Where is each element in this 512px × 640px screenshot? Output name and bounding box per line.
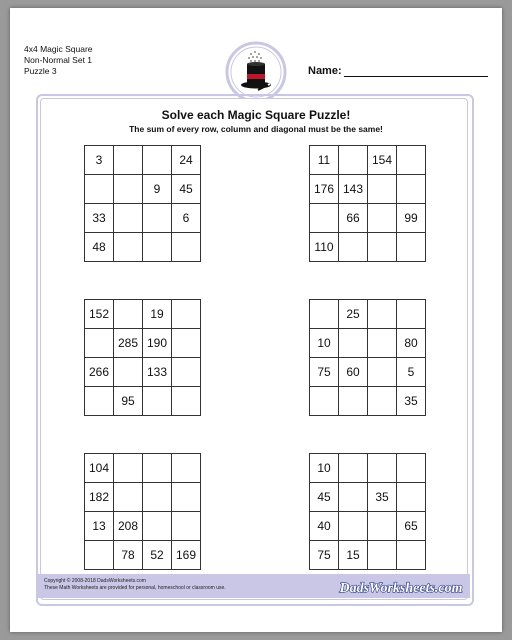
puzzle-5-grid: [84, 453, 201, 570]
magic-square-cell: 95: [114, 387, 143, 416]
puzzle-2-grid: [309, 145, 426, 262]
magic-square-cell: 104: [85, 454, 114, 483]
magic-square-cell: 99: [397, 204, 426, 233]
magic-square-cell: 176: [310, 175, 339, 204]
magic-square-cell[interactable]: [172, 454, 201, 483]
info-line-title: 4x4 Magic Square: [24, 44, 93, 54]
magic-square-cell[interactable]: [114, 300, 143, 329]
magic-square-cell: 75: [310, 358, 339, 387]
logo-text: DadsWorksheets.com: [339, 581, 463, 596]
magic-square-cell: 40: [310, 512, 339, 541]
info-line-puzzle: Puzzle 3: [24, 66, 57, 76]
magic-square-cell[interactable]: [368, 512, 397, 541]
magic-square-cell[interactable]: [397, 300, 426, 329]
magic-square-cell[interactable]: [114, 146, 143, 175]
magic-square-cell[interactable]: [368, 454, 397, 483]
magic-square-cell[interactable]: [339, 387, 368, 416]
magic-square-cell[interactable]: [172, 233, 201, 262]
magic-square-cell[interactable]: [397, 175, 426, 204]
puzzle-3-grid: [84, 299, 201, 416]
magic-square-cell: 66: [339, 204, 368, 233]
magic-square-cell[interactable]: [339, 483, 368, 512]
magic-square-cell: 78: [114, 541, 143, 570]
footer-text: [44, 578, 226, 592]
magic-square-cell[interactable]: [397, 146, 426, 175]
magic-square-cell[interactable]: [143, 387, 172, 416]
magic-square-cell[interactable]: [368, 541, 397, 570]
magic-square-cell: 45: [172, 175, 201, 204]
puzzle-4-grid: [309, 299, 426, 416]
magic-square-cell[interactable]: [172, 358, 201, 387]
copyright-text: Copyright © 2008-2018 DadsWorksheets.com: [44, 578, 146, 584]
puzzle-1-grid: [84, 145, 201, 262]
magic-square-cell[interactable]: [368, 358, 397, 387]
magic-square-cell: 6: [172, 204, 201, 233]
magic-square-cell: 75: [310, 541, 339, 570]
magic-square-cell: 5: [397, 358, 426, 387]
magic-square-cell[interactable]: [172, 512, 201, 541]
magic-square-cell[interactable]: [85, 175, 114, 204]
magic-square-cell[interactable]: [172, 483, 201, 512]
magic-square-cell[interactable]: [339, 329, 368, 358]
dadsworksheets-logo: [336, 578, 466, 596]
magic-square-cell[interactable]: [310, 204, 339, 233]
magic-square-cell: 190: [143, 329, 172, 358]
instructions-subtitle: The sum of every row, column and diagonal must be the same!: [129, 124, 383, 134]
name-field: [308, 64, 488, 77]
magic-square-cell[interactable]: [339, 146, 368, 175]
magic-square-cell[interactable]: [114, 483, 143, 512]
magic-square-cell: 10: [310, 329, 339, 358]
magic-square-cell[interactable]: [143, 146, 172, 175]
magic-square-cell: 24: [172, 146, 201, 175]
magic-square-cell[interactable]: [368, 175, 397, 204]
magic-square-cell: 65: [397, 512, 426, 541]
magic-square-cell[interactable]: [114, 175, 143, 204]
magic-square-cell: 208: [114, 512, 143, 541]
magic-square-cell[interactable]: [368, 387, 397, 416]
magic-square-cell[interactable]: [339, 454, 368, 483]
magic-square-cell: 80: [397, 329, 426, 358]
magic-square-cell[interactable]: [143, 204, 172, 233]
magic-square-cell[interactable]: [172, 387, 201, 416]
magic-square-cell: 15: [339, 541, 368, 570]
magic-square-cell[interactable]: [368, 204, 397, 233]
magic-square-cell: 11: [310, 146, 339, 175]
magic-square-cell[interactable]: [143, 454, 172, 483]
magic-square-cell: 152: [85, 300, 114, 329]
magic-square-cell[interactable]: [397, 483, 426, 512]
magic-square-cell[interactable]: [310, 300, 339, 329]
magic-square-cell: 110: [310, 233, 339, 262]
magic-square-cell[interactable]: [310, 387, 339, 416]
magic-square-cell: 285: [114, 329, 143, 358]
magic-square-cell[interactable]: [339, 233, 368, 262]
name-blank-line[interactable]: [344, 64, 488, 77]
magic-square-cell[interactable]: [114, 204, 143, 233]
magic-square-cell[interactable]: [85, 329, 114, 358]
magic-square-cell: 154: [368, 146, 397, 175]
magic-square-cell[interactable]: [143, 233, 172, 262]
puzzle-6-grid: [309, 453, 426, 570]
magic-square-cell: 19: [143, 300, 172, 329]
magic-square-cell[interactable]: [397, 454, 426, 483]
magic-square-cell: 35: [368, 483, 397, 512]
magic-square-cell: 48: [85, 233, 114, 262]
magic-square-cell: 3: [85, 146, 114, 175]
magic-square-cell[interactable]: [368, 329, 397, 358]
magic-square-cell: 35: [397, 387, 426, 416]
magic-square-cell[interactable]: [85, 541, 114, 570]
magic-square-cell: 25: [339, 300, 368, 329]
magic-square-cell: 52: [143, 541, 172, 570]
magic-square-cell[interactable]: [143, 512, 172, 541]
magic-square-cell: 10: [310, 454, 339, 483]
magic-square-cell: 13: [85, 512, 114, 541]
info-line-set: Non-Normal Set 1: [24, 55, 93, 65]
name-label: Name:: [308, 65, 342, 77]
magic-square-cell: 182: [85, 483, 114, 512]
magic-square-cell: 45: [310, 483, 339, 512]
magic-square-cell[interactable]: [368, 233, 397, 262]
magic-square-cell[interactable]: [339, 512, 368, 541]
usage-note: These Math Worksheets are provided for personal, homeschool or classroom use.: [44, 585, 226, 591]
magic-square-cell[interactable]: [114, 358, 143, 387]
magic-square-cell[interactable]: [85, 387, 114, 416]
magic-square-cell[interactable]: [114, 454, 143, 483]
magic-square-cell: 60: [339, 358, 368, 387]
magic-square-cell: 33: [85, 204, 114, 233]
worksheet-info: [24, 44, 93, 77]
magic-square-cell[interactable]: [397, 233, 426, 262]
magic-square-cell: 169: [172, 541, 201, 570]
magic-square-cell[interactable]: [143, 483, 172, 512]
magic-square-cell: 266: [85, 358, 114, 387]
magic-square-cell[interactable]: [368, 300, 397, 329]
magic-square-cell: 133: [143, 358, 172, 387]
magic-square-cell[interactable]: [172, 300, 201, 329]
magic-square-cell: 9: [143, 175, 172, 204]
magic-square-cell: 143: [339, 175, 368, 204]
magic-square-cell[interactable]: [172, 329, 201, 358]
magic-square-cell[interactable]: [397, 541, 426, 570]
magic-square-cell[interactable]: [114, 233, 143, 262]
instructions-title: Solve each Magic Square Puzzle!: [161, 108, 351, 122]
